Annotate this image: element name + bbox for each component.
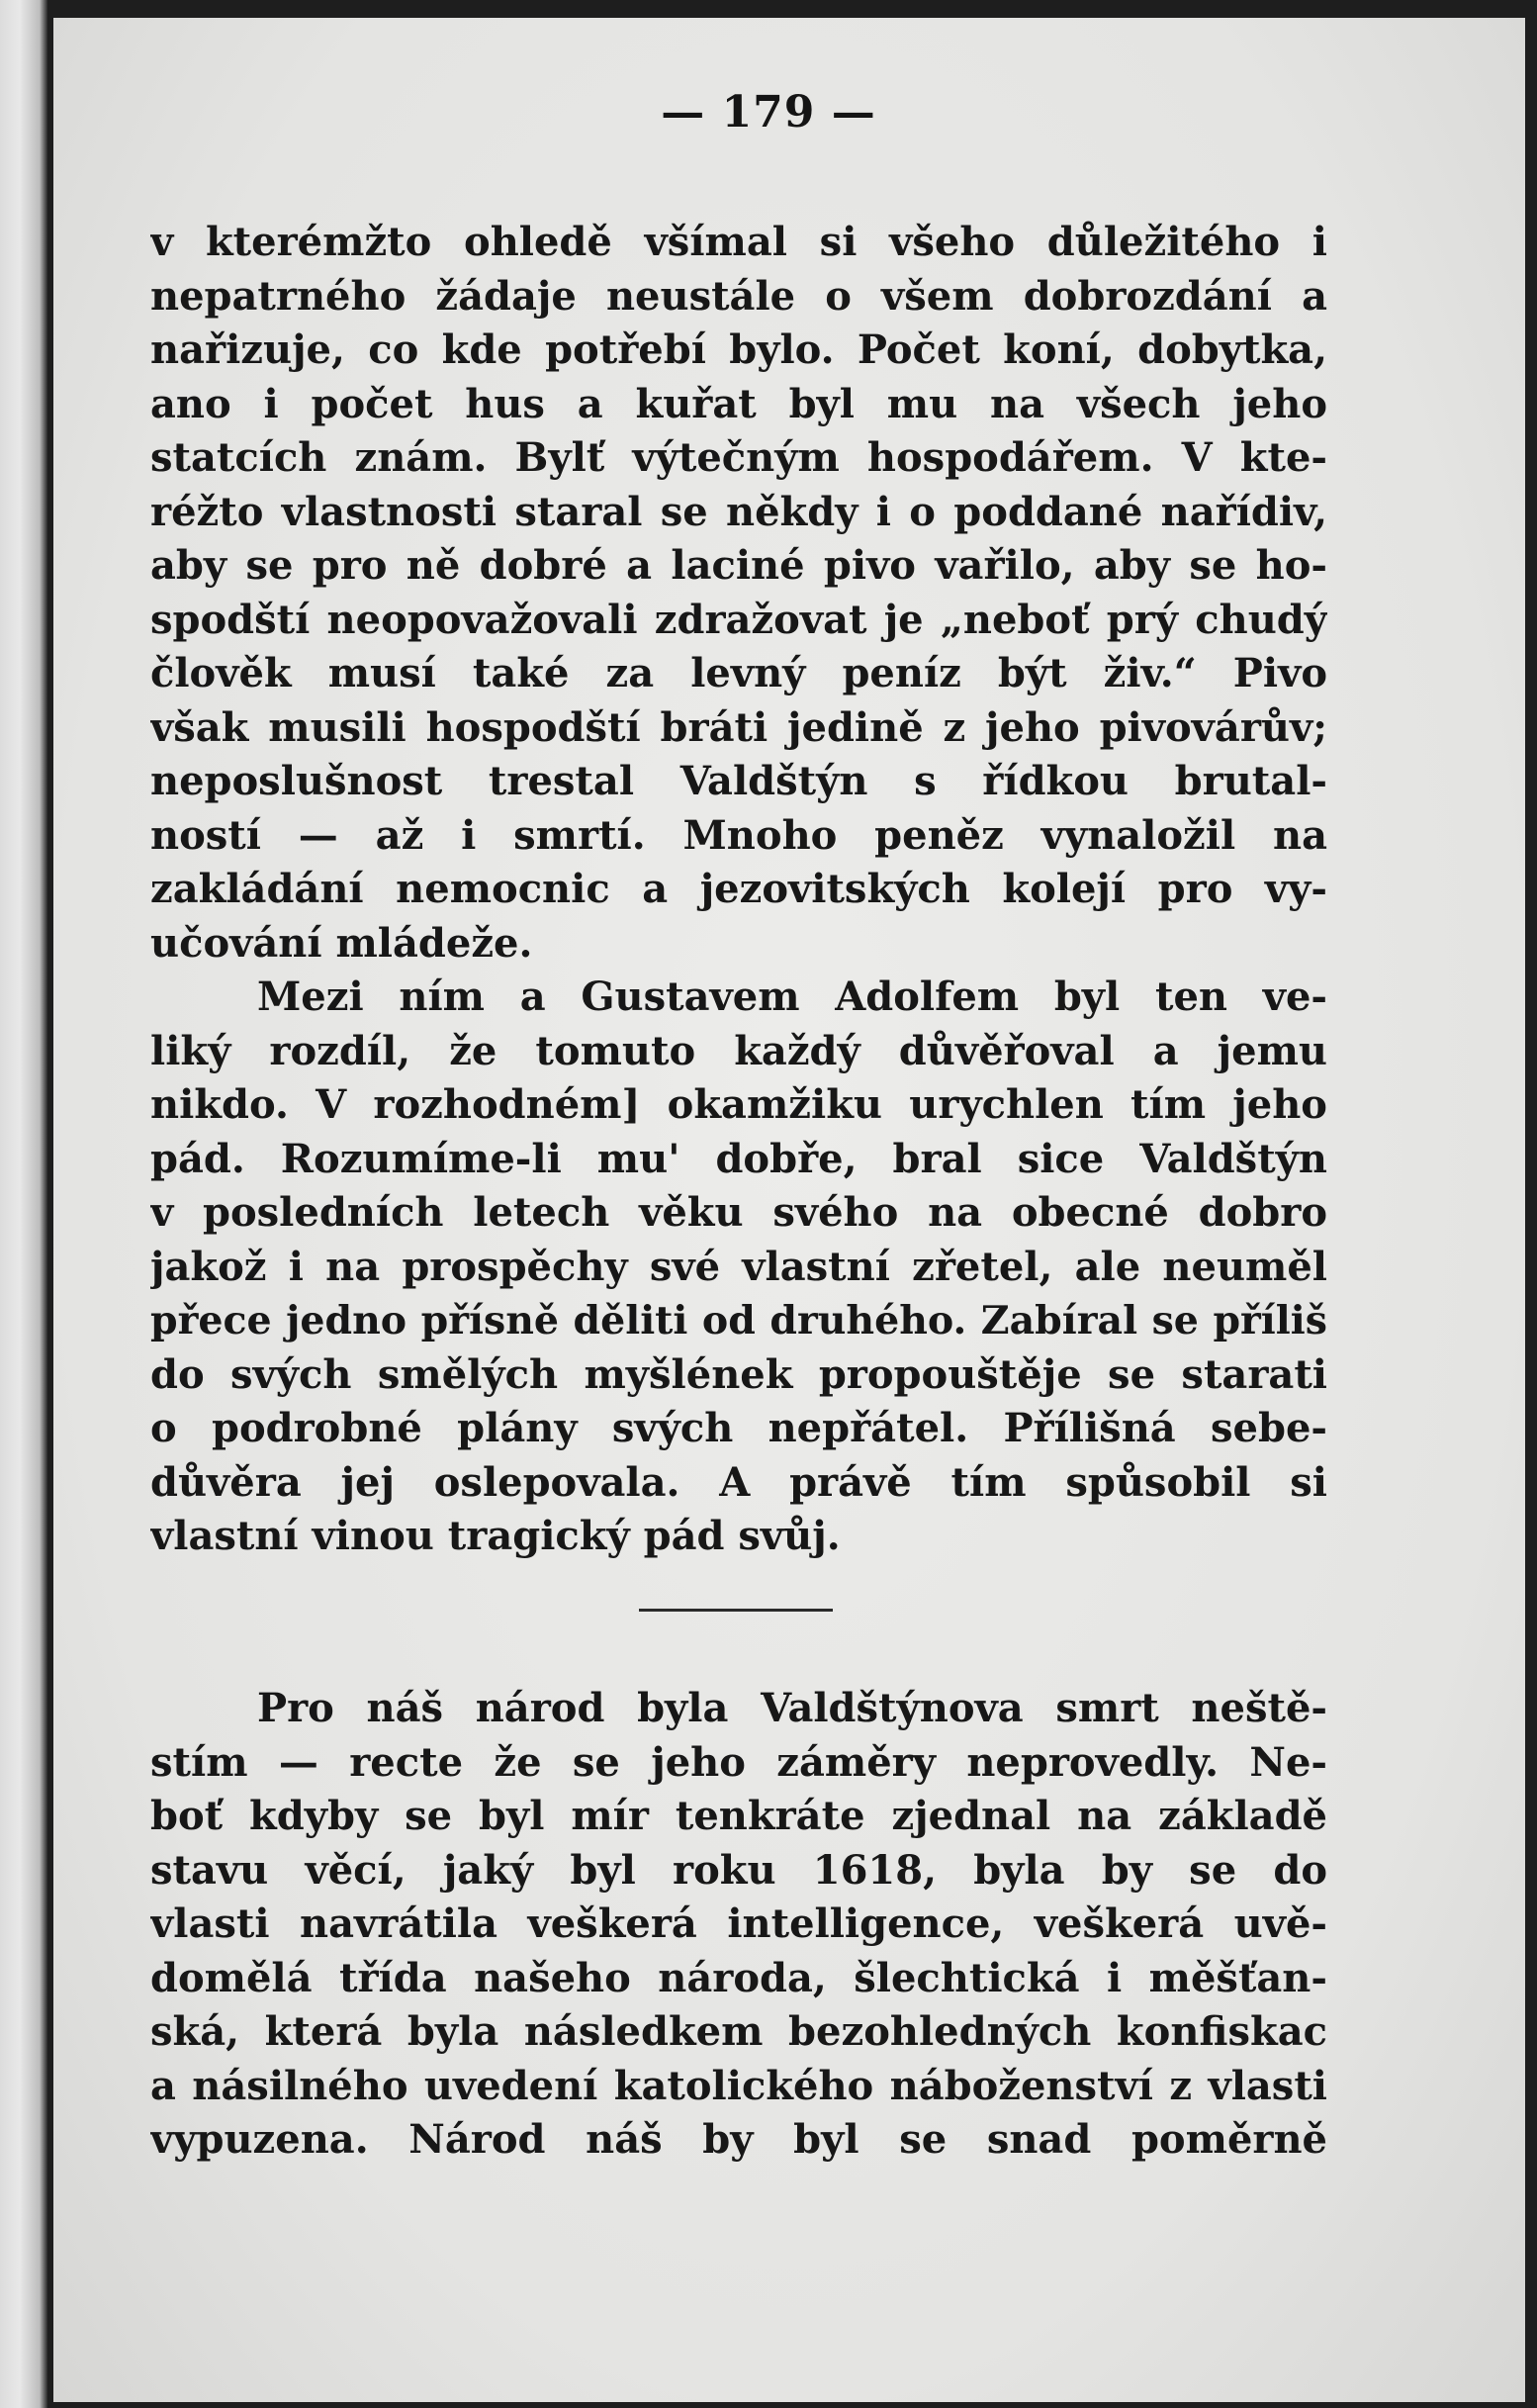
text-line: nikdo. V rozhodném] okamžiku urychlen tím jeho: [150, 1081, 1327, 1128]
text-line: neposlušnost trestal Valdštýn s řídkou brutal-: [150, 758, 1327, 804]
text-line: o podrobné plány svých nepřátel. Přílišná sebe-: [150, 1405, 1327, 1451]
text-line: zakládání nemocnic a jezovitských kolejí pro vy-: [150, 866, 1327, 912]
text-line: člověk musí také za levný peníz být živ.“ Pivo: [150, 650, 1327, 696]
text-line: boť kdyby se byl mír tenkráte zjednal na základě: [150, 1793, 1327, 1839]
text-line: v kterémžto ohledě všímal si všeho důležitého i: [150, 219, 1327, 265]
text-block-upper: [150, 216, 1327, 1564]
text-line: stím — recte že se jeho záměry neprovedly. Ne-: [150, 1738, 1327, 1786]
text-line: však musili hospodští bráti jedině z jeho pivovárův;: [150, 703, 1327, 751]
text-line: pád. Rozumíme-li mu' dobře, bral sice Valdštýn: [150, 1135, 1327, 1182]
text-line: vypuzena. Národ náš by byl se snad poměrně: [150, 2116, 1327, 2163]
text-line: statcích znám. Bylť výtečným hospodářem. V kte-: [150, 434, 1327, 481]
text-line: ano i počet hus a kuřat byl mu na všech jeho: [150, 380, 1327, 427]
text-line: réžto vlastnosti staral se někdy i o poddané nařídiv,: [150, 488, 1327, 535]
text-block-lower: [150, 1682, 1327, 2168]
text-line: aby se pro ně dobré a laciné pivo vařilo, aby se ho-: [150, 542, 1327, 589]
text-line: vlastní vinou tragický pád svůj.: [150, 1513, 841, 1559]
text-line: jakož i na prospěchy své vlastní zřetel, ale neuměl: [150, 1243, 1327, 1290]
text-line: nepatrného žádaje neustále o všem dobrozdání a: [150, 272, 1327, 320]
text-line: a násilného uvedení katolického náboženství z vlasti: [150, 2062, 1327, 2109]
text-line: učování mládeže.: [150, 919, 533, 967]
text-line: přece jedno přísně děliti od druhého. Zabíral se příliš: [150, 1298, 1327, 1343]
adjacent-page-edge: [0, 0, 47, 2408]
text-line: nařizuje, co kde potřebí bylo. Počet koní, dobytka,: [150, 326, 1327, 373]
text-line: spodští neopovažovali zdražovat je „neboť prý chudý: [150, 596, 1327, 643]
paragraph-1: [150, 216, 1327, 971]
text-line: důvěra jej oslepovala. A právě tím spůsobil si: [150, 1458, 1327, 1506]
text-line: liký rozdíl, že tomuto každý důvěřoval a jemu: [150, 1027, 1327, 1074]
paragraph-3: [150, 1682, 1327, 2168]
text-line: vlasti navrátila veškerá intelligence, veškerá uvě-: [150, 1900, 1327, 1947]
text-line: v posledních letech věku svého na obecné dobro: [150, 1189, 1327, 1236]
section-divider: [639, 1609, 833, 1612]
text-line: ská, která byla následkem bezohledných konfiskac: [150, 2008, 1327, 2055]
text-line: do svých smělých myšlének propouštěje se starati: [150, 1350, 1327, 1398]
paragraph-2: [150, 971, 1327, 1564]
text-line: Mezi ním a Gustavem Adolfem byl ten ve-: [257, 973, 1327, 1020]
text-line: Pro náš národ byla Valdštýnova smrt neště-: [257, 1685, 1327, 1731]
text-line: domělá třída našeho národa, šlechtická i měšťan-: [150, 1954, 1327, 2001]
text-line: ností — až i smrtí. Mnoho peněz vynaložil na: [150, 811, 1327, 859]
page-number: — 179 —: [661, 87, 876, 138]
text-line: stavu věcí, jaký byl roku 1618, byla by se do: [150, 1846, 1327, 1894]
